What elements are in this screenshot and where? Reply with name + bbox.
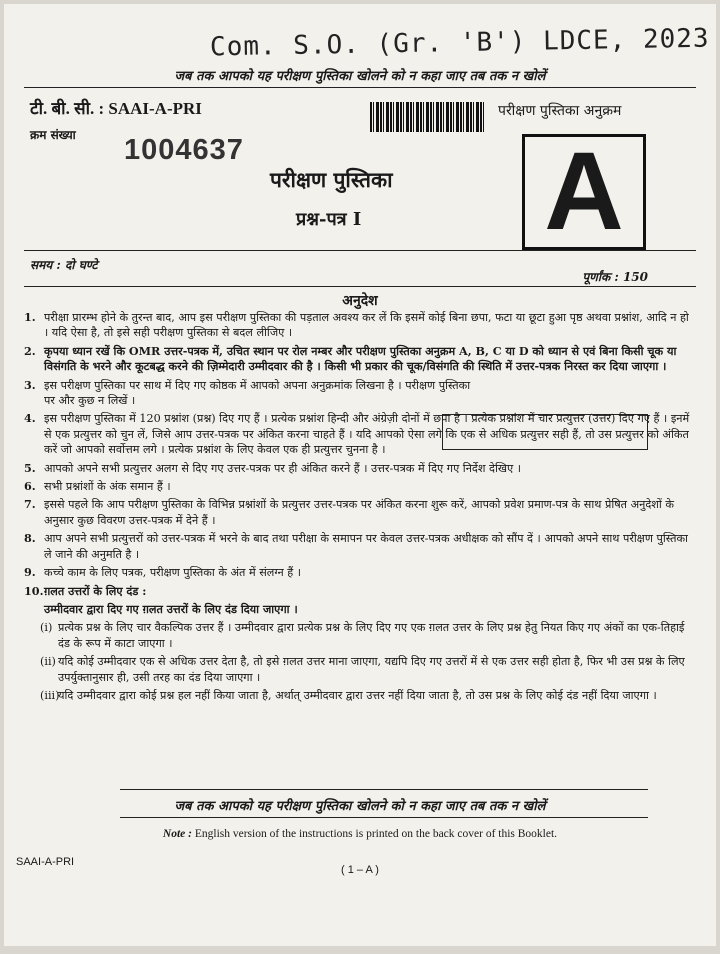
instruction-item: 4. इस परीक्षण पुस्तिका में 120 प्रश्नांश (प्रश्न) दिए गए हैं । प्रत्येक प्रश्नांश हिन्दी और अंग्रेज़ी दोनों में छपा है । प्रत्येक प्रश्नांश में चार प्रत्युत्तर (उत्तर) दिए गए हैं । इनमें से एक प्रत्युत्तर को चुन लें, जिसे आप उत्तर-पत्रक पर अंकित करना चाहते हैं । यदि आपको ऐसा लगे कि एक से अधिक प्रत्युत्तर सही हैं, तो उस प्रत्युत्तर को अंकित करें जो आपको सर्वोत्तम लगे । प्रत्येक प्रश्नांश के लिए केवल एक ही प्रत्युत्तर चुनना है ।: [24, 411, 690, 457]
divider: [120, 789, 648, 790]
serial-label: क्रम संख्या: [30, 128, 76, 142]
do-not-open-banner-bottom: जब तक आपको यह परीक्षण पुस्तिका खोलने को न कहा जाए तब तक न खोलें: [174, 799, 546, 814]
tbc-code: टी. बी. सी. : SAAI-A-PRI: [30, 99, 202, 118]
serial-number: 1004637: [124, 134, 244, 166]
question-booklet-cover: [4, 4, 716, 946]
handwritten-exam-note: Com. S.O. (Gr. 'B') LDCE, 2023: [209, 23, 710, 63]
booklet-title: परीक्षण पुस्तिका: [270, 167, 393, 192]
english-version-note: [4, 828, 716, 840]
penalty-heading: उम्मीदवार द्वारा दिए गए ग़लत उत्तरों के लिए दंड दिया जाएगा ।: [44, 601, 298, 616]
barcode: [370, 102, 486, 132]
penalty-item: (iii) यदि उम्मीदवार द्वारा कोई प्रश्न हल नहीं किया जाता है, अर्थात् उम्मीदवार द्वारा उत्तर नहीं दिया जाता है, तो उस प्रश्न के लिए कोई दंड नहीं दिया जाएगा ।: [40, 688, 657, 702]
booklet-sequence-label: परीक्षण पुस्तिका अनुक्रम: [498, 103, 622, 119]
footer-code: SAAI-A-PRI: [16, 856, 75, 868]
divider: [24, 250, 696, 251]
instruction-item: 1. परीक्षा प्रारम्भ होने के तुरन्त बाद, आप इस परीक्षण पुस्तिका की पड़ताल अवश्य कर लें कि इसमें कोई बिना छपा, फटा या छूटा हुआ पृष्ठ अथवा प्रश्नांश, आदि न हो । यदि ऐसा है, तो इसे सही परीक्षण पुस्तिका से बदल लीजिए ।: [24, 310, 689, 340]
instruction-item: 3. इस परीक्षण पुस्तिका पर साथ में दिए गए कोष्ठक में आपको अपना अनुक्रमांक लिखना है । परीक्षण पुस्तिका पर और कुछ न लिखें ।: [24, 377, 471, 408]
instruction-item: 6. सभी प्रश्नांशों के अंक समान हैं ।: [24, 479, 171, 494]
instruction-item: 9. कच्चे काम के लिए पत्रक, परीक्षण पुस्तिका के अंत में संलग्न हैं ।: [24, 565, 302, 580]
time-allowed: समय : दो घण्टे: [30, 258, 98, 272]
booklet-series-box: A: [522, 134, 646, 250]
instruction-item: 10. ग़लत उत्तरों के लिए दंड :: [24, 583, 147, 598]
do-not-open-banner-top: जब तक आपको यह परीक्षण पुस्तिका खोलने को न कहा जाए तब तक न खोलें: [174, 69, 546, 84]
instruction-item: 7. इससे पहले कि आप परीक्षण पुस्तिका के विभिन्न प्रश्नांशों के प्रत्युत्तर उत्तर-पत्रक पर अंकित करना शुरू करें, आपको प्रवेश प्रमाण-पत्र के साथ प्रेषित अनुदेशों के अनुसार कुछ विवरण उत्तर-पत्रक में देने हैं ।: [24, 497, 674, 527]
instruction-item: 8. आप अपने सभी प्रत्युत्तरों को उत्तर-पत्रक में भरने के बाद तथा परीक्षा के समापन पर केवल उत्तर-पत्रक अधीक्षक को सौंप दें । आपको अपने साथ परीक्षण पुस्तिका ले जाने की अनुमति है ।: [24, 531, 688, 561]
note-text: English version of the instructions is printed on the back cover of this Booklet.: [194, 828, 558, 840]
divider: [24, 286, 696, 287]
divider: [120, 817, 648, 818]
penalty-item: (ii) यदि कोई उम्मीदवार एक से अधिक उत्तर देता है, तो इसे ग़लत उत्तर माना जाएगा, यद्यपि दिए गए उत्तरों में से एक उत्तर सही होता है, फिर भी उस प्रश्न के लिए उपर्युक्तानुसार ही, उसी तरह का दंड दिया जाएगा ।: [40, 655, 685, 684]
instructions-heading: अनुदेश: [342, 293, 378, 309]
instructions-list: [24, 310, 690, 706]
penalty-item: (i) प्रत्येक प्रश्न के लिए चार वैकल्पिक उत्तर हैं । उम्मीदवार द्वारा प्रत्येक प्रश्न के लिए दिए गए एक ग़लत उत्तर के लिए प्रश्न हेतु नियत किए गए अंकों का एक-तिहाई दंड के रूप में काटा जाएगा ।: [40, 621, 685, 650]
divider: [24, 87, 696, 88]
paper-title: प्रश्न-पत्र I: [296, 209, 362, 230]
max-marks: पूर्णांक : 150: [582, 270, 648, 284]
instruction-item: 2. कृपया ध्यान रखें कि OMR उत्तर-पत्रक में, उचित स्थान पर रोल नम्बर और परीक्षण पुस्तिका अनुक्रम A, B, C या D को ध्यान से एवं बिना किसी चूक या विसंगति के भरने और कूटबद्ध करने की ज़िम्मेदारी उम्मीदवार की है । किसी भी प्रकार की चूक/विसंगति की स्थिति में उत्तर-पत्रक निरस्त कर दिया जाएगा ।: [24, 343, 677, 374]
page-number: ( 1 – A ): [341, 864, 379, 876]
note-label: Note :: [162, 828, 192, 840]
instruction-item: 5. आपको अपने सभी प्रत्युत्तर अलग से दिए गए उत्तर-पत्रक पर ही अंकित करने हैं । उत्तर-पत्रक में दिए गए निर्देश देखिए ।: [24, 460, 521, 475]
